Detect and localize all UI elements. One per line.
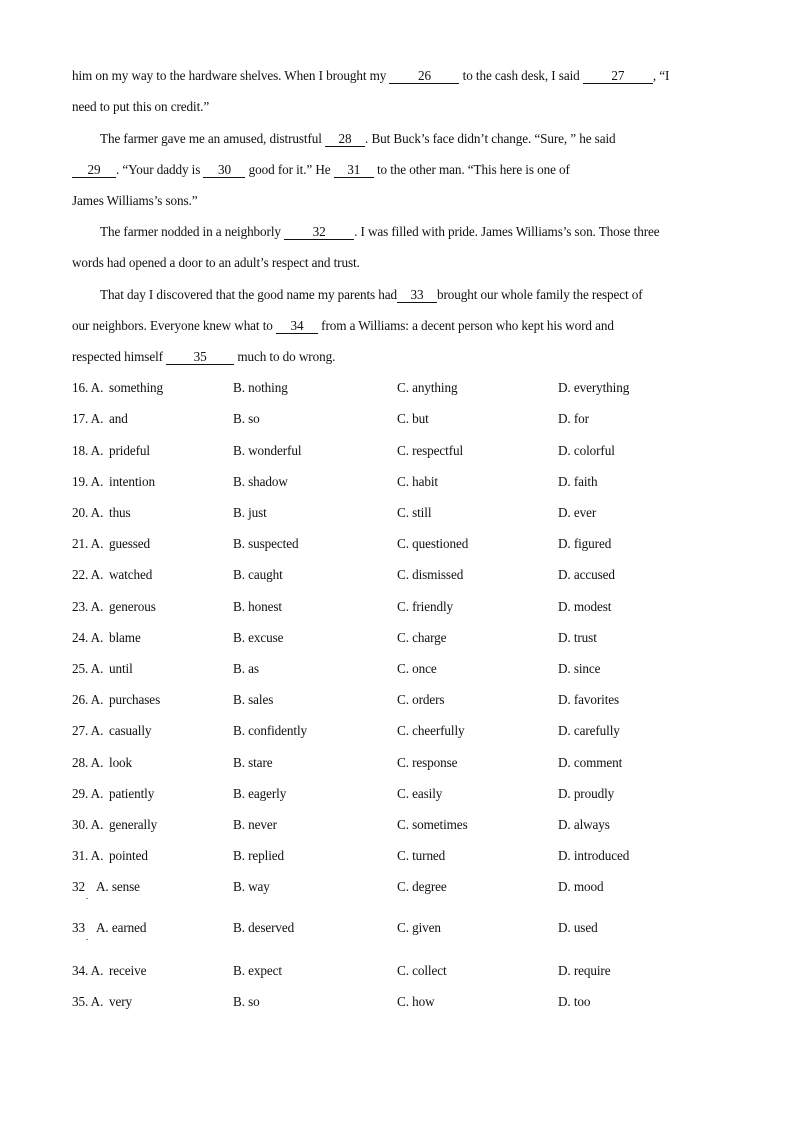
option-c[interactable]: C. cheerfully: [397, 723, 465, 738]
question-number: 28. A.: [72, 755, 104, 770]
option-b[interactable]: B. caught: [233, 567, 283, 582]
passage-line: [72, 98, 209, 116]
passage-text: words had opened a door to an adult’s respect and trust.: [72, 255, 360, 270]
stray-dot: .: [86, 891, 89, 901]
question-number: 25. A.: [72, 661, 104, 676]
passage-text: The farmer gave me an amused, distrustful: [100, 131, 326, 146]
option-b[interactable]: B. stare: [233, 755, 273, 770]
passage-text: from a Williams: a decent person who kept his word and: [317, 318, 614, 333]
blank-27: 27: [583, 69, 653, 84]
option-b[interactable]: B. just: [233, 505, 267, 520]
option-d[interactable]: D. faith: [558, 474, 598, 489]
option-b[interactable]: B. way: [233, 879, 270, 894]
option-c[interactable]: C. questioned: [397, 536, 469, 551]
option-a[interactable]: until: [109, 661, 133, 676]
option-d[interactable]: D. ever: [558, 505, 597, 520]
passage-text: That day I discovered that the good name my parents had: [100, 287, 397, 302]
question-number: 31. A.: [72, 848, 104, 863]
option-c[interactable]: C. given: [397, 920, 441, 935]
question-row: [72, 962, 722, 980]
option-d[interactable]: D. require: [558, 963, 611, 978]
passage-line: [100, 130, 616, 148]
option-b[interactable]: B. sales: [233, 692, 274, 707]
option-a[interactable]: something: [109, 380, 164, 395]
question-row: [72, 535, 722, 553]
passage-text: need to put this on credit.”: [72, 99, 210, 114]
question-row: [72, 754, 722, 772]
question-row: [72, 660, 722, 678]
option-b[interactable]: B. so: [233, 994, 260, 1009]
option-a[interactable]: thus: [109, 505, 131, 520]
question-row: [72, 691, 722, 709]
passage-line: [100, 286, 643, 304]
option-d[interactable]: D. introduced: [558, 848, 630, 863]
passage-text: . I was filled with pride. James Williams’s son. Those three: [354, 224, 660, 239]
question-row: [72, 598, 722, 616]
option-c[interactable]: C. how: [397, 994, 435, 1009]
option-b[interactable]: B. never: [233, 817, 277, 832]
question-row: [72, 410, 722, 428]
option-d[interactable]: D. since: [558, 661, 601, 676]
question-number: 26. A.: [72, 692, 104, 707]
option-b[interactable]: B. suspected: [233, 536, 299, 551]
passage-text: The farmer nodded in a neighborly: [100, 224, 285, 239]
question-number: 24. A.: [72, 630, 104, 645]
question-row: [72, 785, 722, 803]
option-b[interactable]: B. so: [233, 411, 260, 426]
question-number: 23. A.: [72, 599, 104, 614]
blank-28: 28: [325, 132, 365, 147]
option-b[interactable]: B. eagerly: [233, 786, 287, 801]
passage-text: our neighbors. Everyone knew what to: [72, 318, 276, 333]
option-a[interactable]: guessed: [109, 536, 151, 551]
option-b[interactable]: B. wonderful: [233, 443, 302, 458]
option-a[interactable]: and: [109, 411, 128, 426]
question-row: [72, 379, 722, 397]
option-a[interactable]: prideful: [109, 443, 150, 458]
option-c[interactable]: C. dismissed: [397, 567, 464, 582]
blank-35: 35: [166, 350, 234, 365]
passage-line: [100, 223, 660, 241]
option-a[interactable]: intention: [109, 474, 155, 489]
option-b[interactable]: B. replied: [233, 848, 285, 863]
option-c[interactable]: C. once: [397, 661, 437, 676]
question-row: [72, 722, 722, 740]
option-d[interactable]: D. modest: [558, 599, 612, 614]
option-a[interactable]: purchases: [109, 692, 161, 707]
option-c[interactable]: C. sometimes: [397, 817, 468, 832]
option-d[interactable]: D. comment: [558, 755, 623, 770]
option-c[interactable]: C. easily: [397, 786, 443, 801]
option-d[interactable]: D. trust: [558, 630, 597, 645]
question-number: 35. A.: [72, 994, 104, 1009]
option-c[interactable]: C. orders: [397, 692, 445, 707]
question-number: 27. A.: [72, 723, 104, 738]
option-b[interactable]: B. nothing: [233, 380, 288, 395]
passage-line: [72, 317, 614, 335]
option-d[interactable]: D. everything: [558, 380, 630, 395]
option-a[interactable]: patiently: [109, 786, 155, 801]
passage-line: [72, 161, 570, 179]
question-number: 21. A.: [72, 536, 104, 551]
question-number: 16. A.: [72, 380, 104, 395]
question-row: [72, 993, 722, 1011]
passage-text: to the other man. “This here is one of: [373, 162, 570, 177]
passage-text: James Williams’s sons.”: [72, 193, 198, 208]
option-a[interactable]: A. sense: [96, 879, 140, 894]
passage-text: . But Buck’s face didn’t change. “Sure, ” he said: [365, 131, 616, 146]
option-b[interactable]: B. expect: [233, 963, 282, 978]
question-number: 17. A.: [72, 411, 104, 426]
option-c[interactable]: C. habit: [397, 474, 438, 489]
option-d[interactable]: D. proudly: [558, 786, 615, 801]
blank-30: 30: [203, 163, 245, 178]
question-number: 30. A.: [72, 817, 104, 832]
option-a[interactable]: generous: [109, 599, 156, 614]
question-row: [72, 847, 722, 865]
passage-text: much to do wrong.: [234, 349, 336, 364]
option-a[interactable]: pointed: [109, 848, 148, 863]
option-a[interactable]: very: [109, 994, 133, 1009]
passage-line: [72, 254, 360, 272]
passage-line: [72, 192, 198, 210]
option-b[interactable]: B. shadow: [233, 474, 288, 489]
option-c[interactable]: C. but: [397, 411, 429, 426]
option-d[interactable]: D. carefully: [558, 723, 620, 738]
option-c[interactable]: C. response: [397, 755, 458, 770]
option-d[interactable]: D. always: [558, 817, 610, 832]
option-d[interactable]: D. colorful: [558, 443, 615, 458]
question-row: [72, 919, 722, 942]
option-c[interactable]: C. degree: [397, 879, 447, 894]
question-row: [72, 878, 722, 901]
option-b[interactable]: B. deserved: [233, 920, 295, 935]
blank-34: 34: [276, 319, 318, 334]
question-row: [72, 442, 722, 460]
option-d[interactable]: D. used: [558, 920, 598, 935]
blank-32: 32: [284, 225, 354, 240]
passage-text: , “I: [652, 68, 670, 83]
passage-text: . “Your daddy is: [116, 162, 204, 177]
option-a[interactable]: A. earned: [96, 920, 147, 935]
passage-text: him on my way to the hardware shelves. When I brought my: [72, 68, 390, 83]
option-d[interactable]: D. accused: [558, 567, 615, 582]
option-d[interactable]: D. too: [558, 994, 591, 1009]
option-d[interactable]: D. mood: [558, 879, 604, 894]
option-c[interactable]: C. respectful: [397, 443, 464, 458]
question-number: 34. A.: [72, 963, 104, 978]
passage-line: [72, 67, 669, 85]
option-a[interactable]: look: [109, 755, 133, 770]
option-b[interactable]: B. honest: [233, 599, 282, 614]
option-b[interactable]: B. confidently: [233, 723, 308, 738]
option-a[interactable]: casually: [109, 723, 152, 738]
option-d[interactable]: D. figured: [558, 536, 612, 551]
option-c[interactable]: C. still: [397, 505, 432, 520]
option-b[interactable]: B. excuse: [233, 630, 284, 645]
option-a[interactable]: generally: [109, 817, 158, 832]
passage-text: good for it.” He: [245, 162, 334, 177]
blank-26: 26: [389, 69, 459, 84]
question-number: 32: [72, 879, 85, 894]
question-number: 22. A.: [72, 567, 104, 582]
option-b[interactable]: B. as: [233, 661, 259, 676]
passage-text: to the cash desk, I said: [459, 68, 583, 83]
blank-31: 31: [334, 163, 374, 178]
question-number: 33: [72, 920, 85, 935]
question-row: [72, 816, 722, 834]
option-c[interactable]: C. turned: [397, 848, 446, 863]
question-number: 18. A.: [72, 443, 104, 458]
passage-text: respected himself: [72, 349, 167, 364]
blank-29: 29: [72, 163, 116, 178]
option-c[interactable]: C. anything: [397, 380, 458, 395]
option-c[interactable]: C. friendly: [397, 599, 454, 614]
question-row: [72, 473, 722, 491]
question-row: [72, 566, 722, 584]
question-row: [72, 629, 722, 647]
question-number: 20. A.: [72, 505, 104, 520]
option-c[interactable]: C. collect: [397, 963, 447, 978]
question-row: [72, 504, 722, 522]
option-a[interactable]: receive: [109, 963, 147, 978]
option-a[interactable]: watched: [109, 567, 153, 582]
option-d[interactable]: D. favorites: [558, 692, 620, 707]
option-d[interactable]: D. for: [558, 411, 589, 426]
stray-dot: .: [86, 932, 89, 942]
question-number: 19. A.: [72, 474, 104, 489]
option-c[interactable]: C. charge: [397, 630, 447, 645]
question-number: 29. A.: [72, 786, 104, 801]
passage-line: [72, 348, 335, 366]
passage-text: brought our whole family the respect of: [436, 287, 643, 302]
option-a[interactable]: blame: [109, 630, 141, 645]
blank-33: 33: [397, 288, 437, 303]
